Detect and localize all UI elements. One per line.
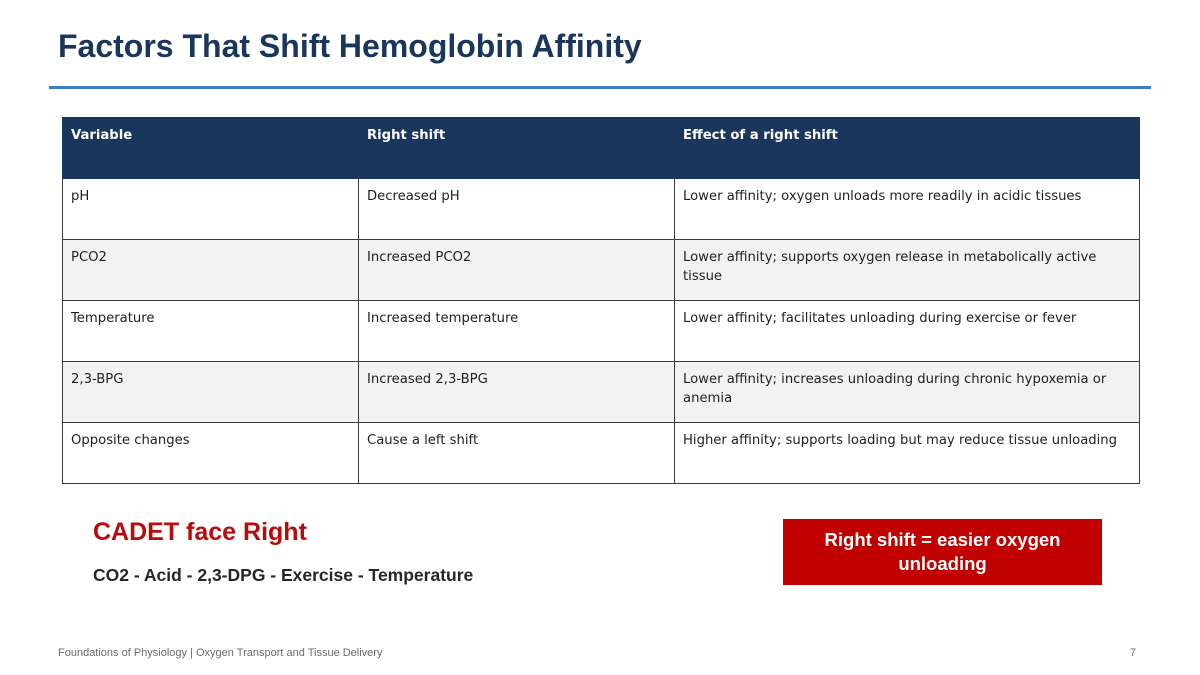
header-right-shift: Right shift (359, 118, 675, 179)
cell-variable: Opposite changes (63, 423, 359, 484)
cell-right-shift: Increased PCO2 (359, 240, 675, 301)
cell-variable: PCO2 (63, 240, 359, 301)
cell-right-shift: Increased 2,3-BPG (359, 362, 675, 423)
cell-effect: Lower affinity; facilitates unloading during exercise or fever (675, 301, 1140, 362)
cell-effect: Lower affinity; increases unloading during chronic hypoxemia or anemia (675, 362, 1140, 423)
table-row (63, 179, 1140, 240)
slide-title: Factors That Shift Hemoglobin Affinity (58, 28, 642, 64)
cell-effect: Higher affinity; supports loading but may reduce tissue unloading (675, 423, 1140, 484)
cell-variable: Temperature (63, 301, 359, 362)
table-row (63, 240, 1140, 301)
cell-variable: pH (63, 179, 359, 240)
header-variable: Variable (63, 118, 359, 179)
table-row (63, 423, 1140, 484)
cell-right-shift: Cause a left shift (359, 423, 675, 484)
footer-course-label: Foundations of Physiology | Oxygen Transport and Tissue Delivery (58, 647, 383, 659)
cell-right-shift: Increased temperature (359, 301, 675, 362)
table-row (63, 362, 1140, 423)
cell-variable: 2,3-BPG (63, 362, 359, 423)
table-header-row (63, 118, 1140, 179)
callout-text: Right shift = easier oxygen unloading (824, 529, 1061, 574)
cell-right-shift: Decreased pH (359, 179, 675, 240)
cell-effect: Lower affinity; supports oxygen release in metabolically active tissue (675, 240, 1140, 301)
header-effect: Effect of a right shift (675, 118, 1140, 179)
cell-effect: Lower affinity; oxygen unloads more readily in acidic tissues (675, 179, 1140, 240)
factors-table (62, 117, 1140, 484)
page-number: 7 (1129, 647, 1136, 659)
key-takeaway-callout (783, 519, 1102, 585)
mnemonic-expansion: CO2 - Acid - 2,3-DPG - Exercise - Temperature (93, 565, 474, 585)
title-divider (49, 86, 1151, 89)
mnemonic-title: CADET face Right (93, 518, 307, 546)
table-row (63, 301, 1140, 362)
